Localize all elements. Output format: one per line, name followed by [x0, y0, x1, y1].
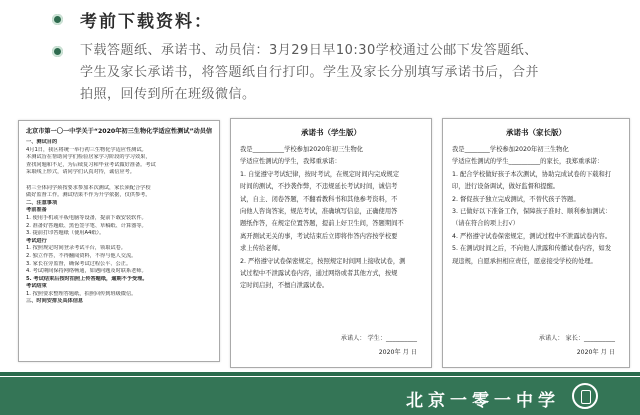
document-line: 本测试旨在帮助同学们检验居家学习阶段的学习效果， [26, 154, 151, 161]
document-line: 试过程中不泄露试卷内容，通过网络或者其他方式，按规 [240, 270, 398, 278]
document-line: 三、时间安排及具体信息 [26, 298, 84, 305]
document-line: 考试进行 [26, 237, 47, 244]
document-line: 求上传给老师。 [240, 245, 285, 253]
document-line: 采取线上形式，请同学们认真对待，诚信应考。 [26, 169, 135, 176]
school-name: 北京一零一中学 [406, 391, 560, 411]
document-title: 承诺书（家长版） [506, 128, 566, 137]
document-line [26, 177, 212, 185]
document-line: 1. 配合学校做好孩子本次测试，协助完成试卷的下载和打 [452, 170, 612, 178]
document-line: 2. 独立作答，不得翻阅资料，不得与他人交流。 [26, 252, 137, 259]
instruction-line: 学生及家长承诺书，将答题纸自行打印。学生及家长分别填写承诺书后，合并 [80, 65, 540, 80]
document-line: 二、注意事项 [26, 199, 58, 206]
document-line: 题纸作答，在规定位置答题，提前上好卫生间，答题期间不 [240, 220, 404, 228]
document-line: 3. 已做好以下准备工作，保障孩子准时、顺利参加测试： [452, 208, 612, 216]
document-body [19, 135, 219, 306]
document-line: 1. 自觉遵守考试纪律，按时考试，在规定时间内完成规定 [240, 170, 400, 178]
instruction-line: 下载答题纸、承诺书、动员信：3月29日早10:30学校通过公邮下发答题纸、 [80, 43, 538, 58]
document-line: 4. 严格遵守试卷保密规定，测试过程中不泄露试卷内容。 [452, 232, 612, 240]
document-line: 4月1日，我区将统一举行初三生物化学适应性测试。 [26, 146, 147, 153]
document-line: 查找问题和不足，为后续复习和毕业考试做好准备。考试 [26, 161, 156, 168]
document-line: 考前准备 [26, 207, 47, 214]
document-line: 2. 严格遵守试卷保密规定，按照规定时间网上接收试卷，测 [240, 257, 406, 265]
document-line: 考试结束 [26, 283, 47, 290]
document-line: 我是__________学校参加2020年初三生物化 [240, 146, 364, 153]
mobilization-letter-document [18, 120, 220, 362]
document-line: 定时间启封，不擅自泄露试卷。 [240, 282, 329, 290]
document-line: 2. 准备好答题纸、黑色签字笔、草稿纸、计算器等。 [26, 222, 147, 229]
document-body [443, 138, 629, 268]
bullet-icon [52, 14, 63, 25]
footer-bar [0, 377, 640, 415]
document-line: 向他人咨询答案，规范考试，准确填写信息，正确使用答 [240, 208, 398, 216]
document-line: 一、测试目的 [26, 139, 58, 145]
document-line: 现违规，自愿承担相应责任，愿意接受学校的处理。 [452, 257, 597, 265]
document-line: 离开测试无关的事，考试结束后立即将作答内容按学校要 [240, 232, 398, 240]
document-line: 学适应性测试的学生，我郑重承诺： [240, 158, 341, 166]
document-line: 做好监督工作。测试结果不作为升学依据，仅供参考。 [26, 192, 151, 199]
document-body [231, 138, 431, 293]
document-line: 5. 考试结束后按时拍照上传答题纸，逾期不予受理。 [26, 275, 148, 282]
signature-date: 2020年 月 日 [378, 349, 417, 356]
section-title: 考前下载资料： [80, 12, 213, 32]
document-line: 学适应性测试的学生__________的家长，我郑重承诺： [452, 158, 604, 166]
document-line: 4. 考试期间保持网络畅通，如遇问题及时联系老师。 [26, 268, 147, 275]
document-line: 1. 按照要求整理答题纸，拍照回传到班级微信。 [26, 290, 137, 297]
parent-pledge-document [442, 118, 630, 368]
instruction-line: 拍照，回传到所在班级微信。 [80, 87, 256, 102]
signature-line: 承诺人： 学生：__________ [340, 335, 417, 342]
student-pledge-document [230, 118, 432, 368]
document-line: 初三全体同学须按要求参加本次测试，家长须配合学校 [26, 184, 151, 191]
signature-date: 2020年 月 日 [576, 349, 615, 356]
document-line: 5. 在测试时间之后，不向他人泄露和传播试卷内容，如发 [452, 245, 612, 253]
document-line: 3. 家长在旁监督，确保考试过程公平、公正。 [26, 260, 132, 267]
document-line: 试，自主、闭卷答题，不翻看教科书和其他参考资料，不 [240, 195, 398, 203]
document-line: 我是________学校参加2020年初三生物化 [452, 146, 569, 153]
document-line: （请在符合的项上打√） [452, 220, 519, 228]
bullet-icon [52, 46, 63, 57]
footer-stripe [0, 372, 640, 376]
document-line: 3. 提前打印答题纸（使用A4纸）。 [26, 230, 105, 237]
document-title: 北京市第一〇一中学关于“2020年初三生物化学适应性测试”动员信 [25, 128, 213, 135]
school-logo-icon [572, 383, 598, 409]
document-line: 1. 按照规定时间登录考试平台，领取试卷。 [26, 245, 126, 252]
document-line: 1. 使用手机或平板电脑等设备，提前下载安装软件。 [26, 214, 147, 221]
header-section [0, 0, 640, 112]
instructions-text [80, 40, 628, 106]
signature-line: 承诺人： 家长：__________ [538, 335, 615, 342]
document-line: 印，进行设备调试，做好监督和提醒。 [452, 183, 560, 191]
document-line: 时间的测试，不抄袭作弊，不违规延长考试时间，诚信考 [240, 183, 398, 191]
document-line: 2. 督促孩子独立完成测试，不替代孩子答题。 [452, 195, 580, 203]
document-title: 承诺书（学生版） [301, 128, 361, 137]
